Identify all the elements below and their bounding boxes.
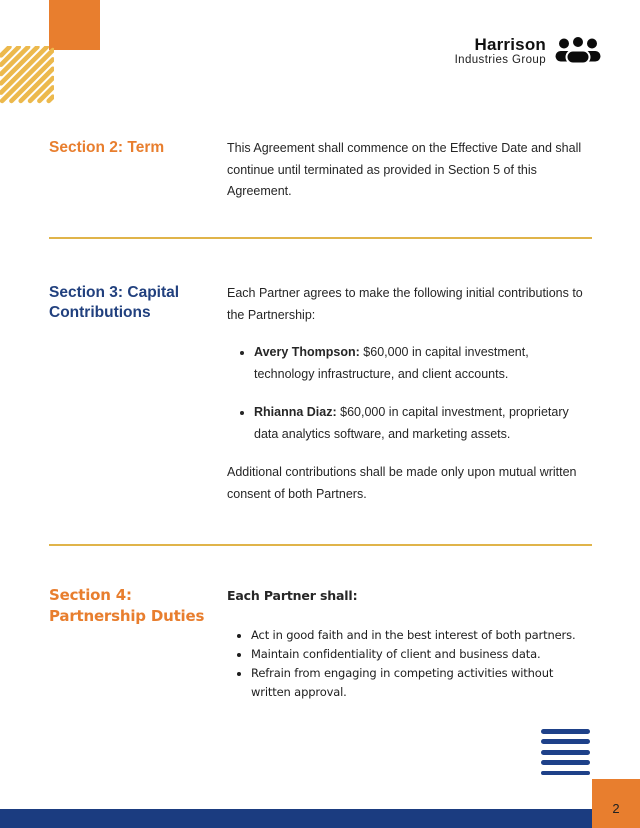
section-4-heading-line: Section 4: bbox=[49, 586, 132, 604]
page-number-square bbox=[592, 779, 640, 828]
section-2-heading bbox=[49, 138, 227, 158]
section-4-intro: Each Partner shall: bbox=[227, 588, 358, 603]
section-4-heading-line: Partnership Duties bbox=[49, 607, 205, 625]
list-item: • Refrain from engaging in competing activities without written approval. bbox=[251, 664, 592, 703]
diagonal-stripes-icon bbox=[0, 46, 54, 104]
section-3-heading-line: Contributions bbox=[49, 304, 151, 321]
stacked-lines-icon bbox=[541, 729, 590, 775]
gold-divider bbox=[49, 237, 592, 239]
section-3-heading bbox=[49, 283, 227, 323]
contribution-text: $60,000 in capital investment, proprietary data analytics software, and marketing assets. bbox=[254, 405, 569, 441]
list-item bbox=[254, 342, 592, 385]
section-4-heading bbox=[49, 585, 227, 627]
section-4-partnership-duties bbox=[49, 585, 592, 703]
section-3-heading-line: Section 3: Capital bbox=[49, 284, 180, 301]
partner-name: Rhianna Diaz: bbox=[254, 405, 337, 419]
section-4-heading-col bbox=[49, 585, 227, 703]
list-item: • Act in good faith and in the best interest of both partners. bbox=[251, 626, 592, 645]
list-item bbox=[254, 402, 592, 445]
duties-list bbox=[227, 626, 592, 703]
line-bar bbox=[541, 760, 590, 765]
contribution-text: $60,000 in capital investment, technology infrastructure, and client accounts. bbox=[254, 345, 529, 381]
logo-text bbox=[455, 36, 546, 67]
company-logo bbox=[455, 35, 601, 67]
logo-subtitle: Industries Group bbox=[454, 53, 546, 66]
line-bar bbox=[541, 739, 590, 744]
section-2-heading-col bbox=[49, 138, 227, 203]
section-4-body bbox=[227, 585, 592, 703]
partner-name: Avery Thompson: bbox=[254, 345, 360, 359]
line-bar bbox=[541, 750, 590, 755]
contributions-list bbox=[227, 342, 592, 445]
section-3-body bbox=[227, 283, 592, 505]
section-3-capital-contributions bbox=[49, 283, 592, 505]
footer-navy-bar bbox=[0, 809, 592, 828]
people-group-icon bbox=[555, 35, 601, 67]
line-bar bbox=[541, 729, 590, 734]
gold-divider bbox=[49, 544, 592, 546]
orange-square-decoration bbox=[49, 0, 100, 50]
list-item: • Maintain confidentiality of client and business data. bbox=[251, 645, 592, 664]
section-2-body bbox=[227, 138, 592, 203]
section-2-heading-line: Section 2: Term bbox=[49, 139, 165, 156]
section-2-term bbox=[49, 138, 592, 203]
section-3-outro: Additional contributions shall be made only upon mutual written consent of both Partners. bbox=[227, 465, 577, 501]
section-2-paragraph: This Agreement shall commence on the Effective Date and shall continue until terminated as provided in Section 5 of this Agreement. bbox=[227, 141, 582, 198]
section-3-intro: Each Partner agrees to make the following initial contributions to the Partnership: bbox=[227, 286, 583, 322]
line-bar bbox=[541, 771, 590, 776]
page-number: 2 bbox=[612, 801, 620, 816]
logo-title: Harrison bbox=[474, 34, 546, 54]
section-3-heading-col bbox=[49, 283, 227, 505]
